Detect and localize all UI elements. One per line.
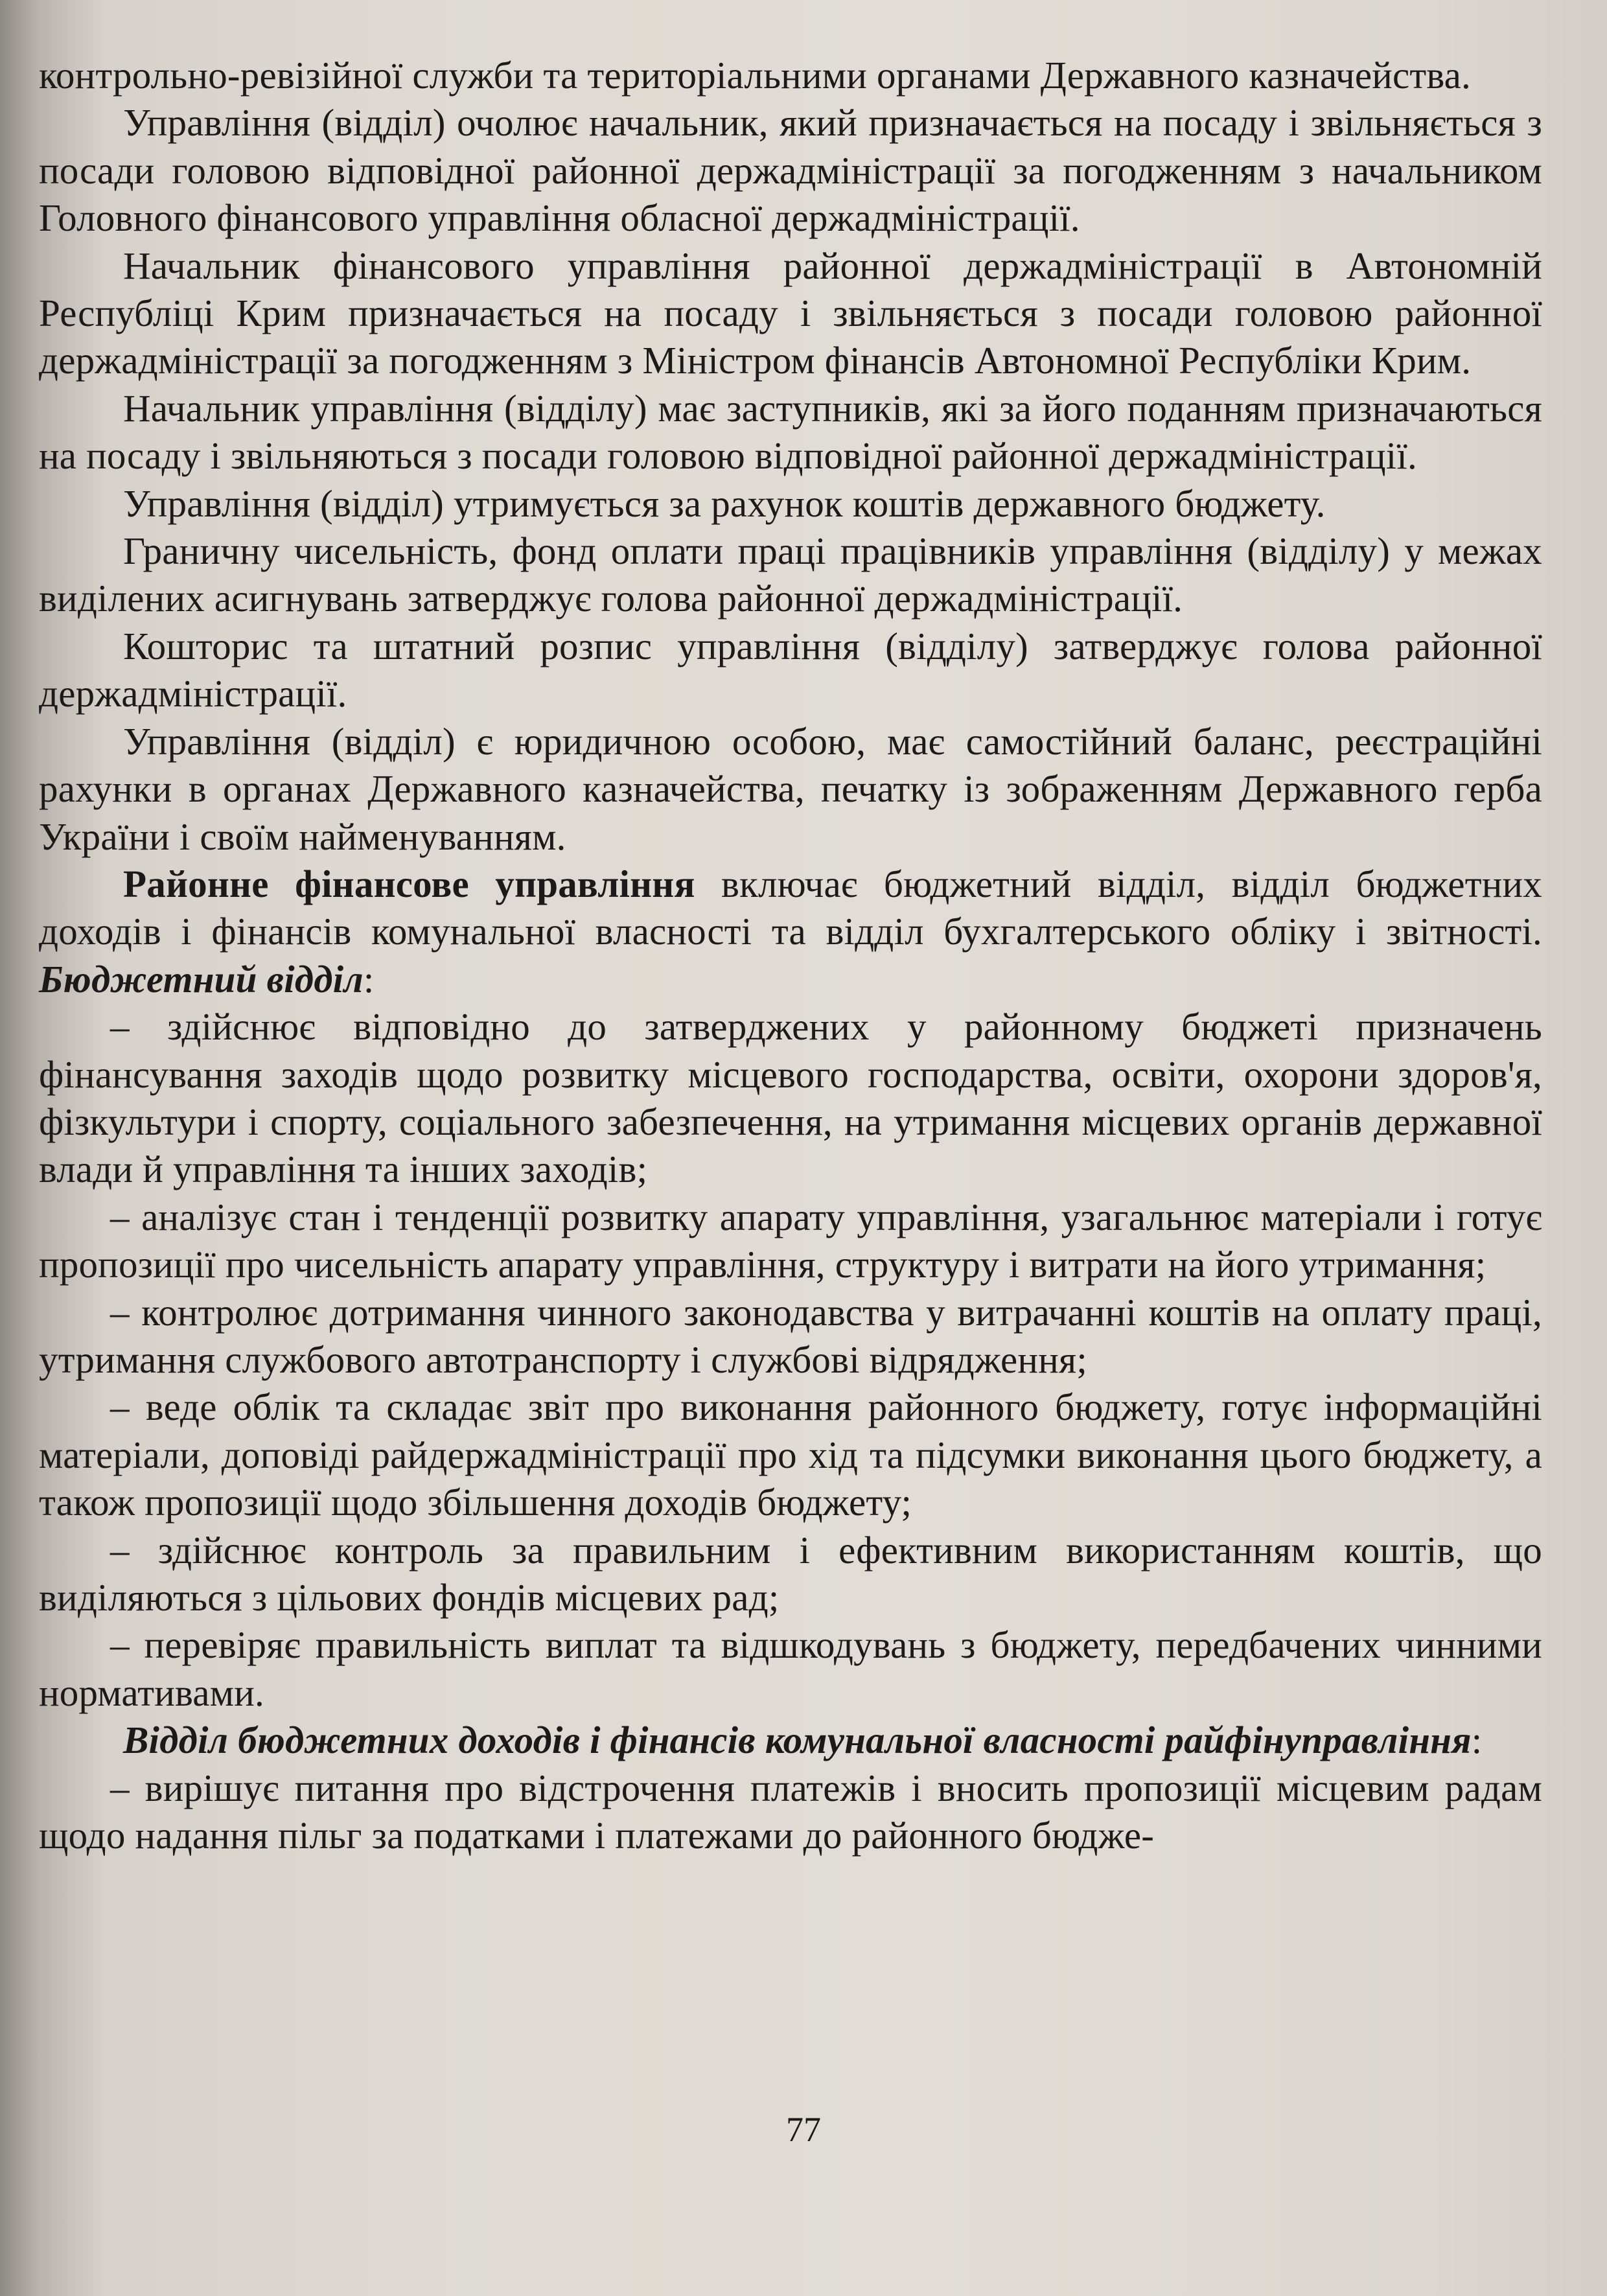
- page-number: 77: [786, 2110, 821, 2149]
- list-item: [39, 1003, 1542, 1194]
- dash-marker: –: [110, 1195, 130, 1238]
- list-item-text: вирішує питання про відстрочення платежів і вносить пропозиції місцевим радам щодо надання пільг за податками і платежами до районного бюдже-: [39, 1766, 1542, 1857]
- list-item-text: перевіряє правильність виплат та відшкодувань з бюджету, передбачених чинними нормативами.: [39, 1623, 1542, 1714]
- section-district-finance: [39, 861, 1542, 1003]
- dash-marker: –: [110, 1386, 130, 1429]
- subheading-budget-department: Бюджетний відділ: [39, 957, 364, 1001]
- section-heading-district-finance: Районне фінансове управління: [123, 862, 695, 905]
- dash-marker: –: [110, 1528, 130, 1571]
- document-page: [39, 52, 1542, 2242]
- paragraph-continuation: контрольно-ревізійної служби та територіальними органами Державного казначейства.: [39, 54, 1472, 97]
- dash-marker: –: [110, 1005, 130, 1049]
- subheading-colon: :: [363, 957, 375, 1001]
- dash-marker: –: [110, 1766, 130, 1809]
- list-item: [39, 1194, 1542, 1289]
- paragraph-legal-entity: Управління (відділ) є юридичною особою, має самостійний баланс, реєстраційні рахунки в органах Державного казначейства, печатку із зображенням Державного герба України і своїм найменуванням.: [39, 719, 1542, 858]
- list-item: [39, 1527, 1542, 1622]
- paragraph-funding: Управління (відділ) утримується за рахунок коштів державного бюджету.: [123, 481, 1326, 525]
- section-revenue-colon: :: [1471, 1719, 1483, 1762]
- section-district-finance-text: включає бюджетний відділ, відділ бюджетних доходів і фінансів комунальної власності та відділ бухгалтерського обліку і звітності.: [39, 862, 1542, 953]
- dash-marker: –: [110, 1290, 130, 1334]
- list-item: [39, 1384, 1542, 1526]
- section-revenue-department: [39, 1717, 1542, 1764]
- list-item-text: веде облік та складає звіт про виконання районного бюджету, готує інформаційні матеріали, доповіді райдержадміністрації про хід та підсумки виконання цього бюджету, а також пропозиції щодо збільшення доходів бюджету;: [39, 1386, 1543, 1524]
- body-text: [39, 52, 1542, 1859]
- dash-marker: –: [110, 1623, 130, 1667]
- list-item: [39, 1289, 1542, 1384]
- list-item-text: здійснює контроль за правильним і ефективним використанням коштів, що виділяються з цільових фондів місцевих рад;: [39, 1528, 1542, 1619]
- paragraph-crimea-head: Начальник фінансового управління районної держадміністрації в Автономній Республіці Крим призначається на посаду і звільняється з посади головою районної держадміністрації за погодженням з Міністром фінансів Автономної Республіки Крим.: [39, 244, 1542, 382]
- paragraph-deputies: Начальник управління (відділу) має заступників, які за його поданням призначаються на посаду і звільняються з посади головою відповідної районної держадміністрації.: [39, 386, 1542, 478]
- paragraph-estimate: Кошторис та штатний розпис управління (відділу) затверджує голова районної держадміністрації.: [39, 624, 1542, 715]
- paragraph-head-appointment: Управління (відділ) очолює начальник, який призначається на посаду і звільняється з посади головою відповідної районної держадміністрації за погодженням з начальником Головного фінансового управління обласної держадміністрації.: [39, 101, 1542, 240]
- list-item-text: здійснює відповідно до затверджених у районному бюджеті призначень фінансування заходів щодо розвитку місцевого господарства, освіти, охорони здоров'я, фізкультури і спорту, соціального забезпечення, на утримання місцевих органів державної влади й управління та інших заходів;: [39, 1005, 1542, 1191]
- list-item: [39, 1765, 1542, 1860]
- list-item: [39, 1621, 1542, 1717]
- section-heading-revenue-department: Відділ бюджетних доходів і фінансів комунальної власності райфінуправління: [123, 1719, 1472, 1762]
- list-item-text: контролює дотримання чинного законодавства у витрачанні коштів на оплату праці, утримання службового автотранспорту і службові відрядження;: [39, 1290, 1543, 1381]
- list-item-text: аналізує стан і тенденції розвитку апарату управління, узагальнює матеріали і готує пропозиції про чисельність апарату управління, структуру і витрати на його утримання;: [39, 1195, 1543, 1286]
- paragraph-staff-limit: Граничну чисельність, фонд оплати праці працівників управління (відділу) у межах виділених асигнувань затверджує голова районної держадміністрації.: [39, 529, 1542, 620]
